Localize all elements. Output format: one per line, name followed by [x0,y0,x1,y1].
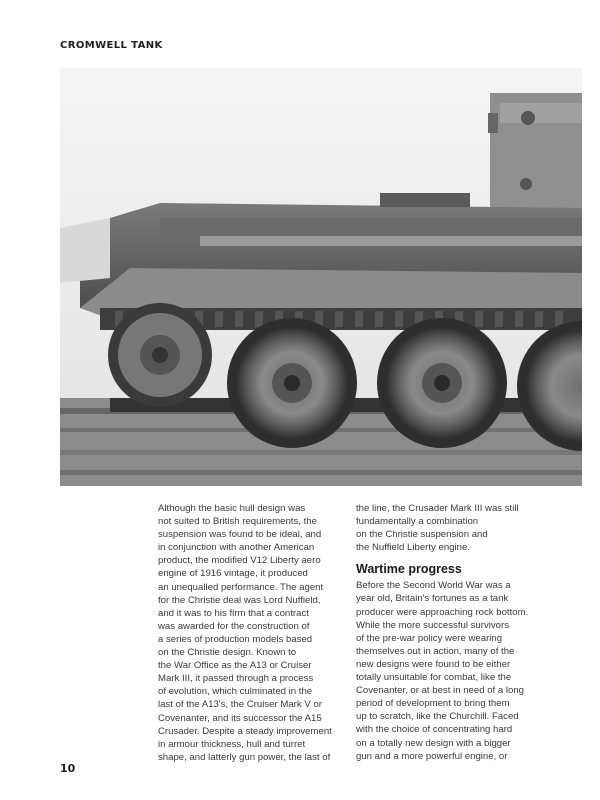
tank-photo-illustration [60,68,582,486]
body-column-right [356,502,552,763]
running-head: CROMWELL TANK [60,40,163,51]
page-number: 10 [60,762,76,775]
tank-photograph [60,68,582,486]
paragraph: the line, the Crusader Mark III was still fundamentally a combination on the Christie suspension and the Nuffield Liberty engine. [356,503,519,554]
section-heading: Wartime progress [356,562,462,577]
paragraph: Before the Second World War was a year old, Britain's fortunes as a tank producer were approaching rock bottom. While the more successful survivors of the pre-war policy were wearing themselves out in action, many of the new designs were found to be either totally unsuitable for combat, like the Covenanter, or at best in need of a long period of development to bring them up to scratch, like the Churchill. Faced with the choice of concentrating hard on a totally new design with a bigger gun and a more powerful engine, or [356,580,529,762]
paragraph: Although the basic hull design was not suited to British requirements, the suspension was found to be ideal, and in conjunction with another American product, the modified V12 Liberty aero engine of 1916 vintage, it produced an unequalled performance. The agent for the Christie deal was Lord Nuffield, and it was to his firm that a contract was awarded for the construction of a series of production models based on the Christie design. Known to the War Office as the A13 or Cruiser Mark III, it passed through a process of evolution, which culminated in the last of the A13's, the Cruiser Mark V or Covenanter, and its successor the A15 Crusader. Despite a steady improvement in armour thickness, hull and turret shape, and latterly gun power, the last of [158,503,332,763]
body-column-left [158,502,348,764]
